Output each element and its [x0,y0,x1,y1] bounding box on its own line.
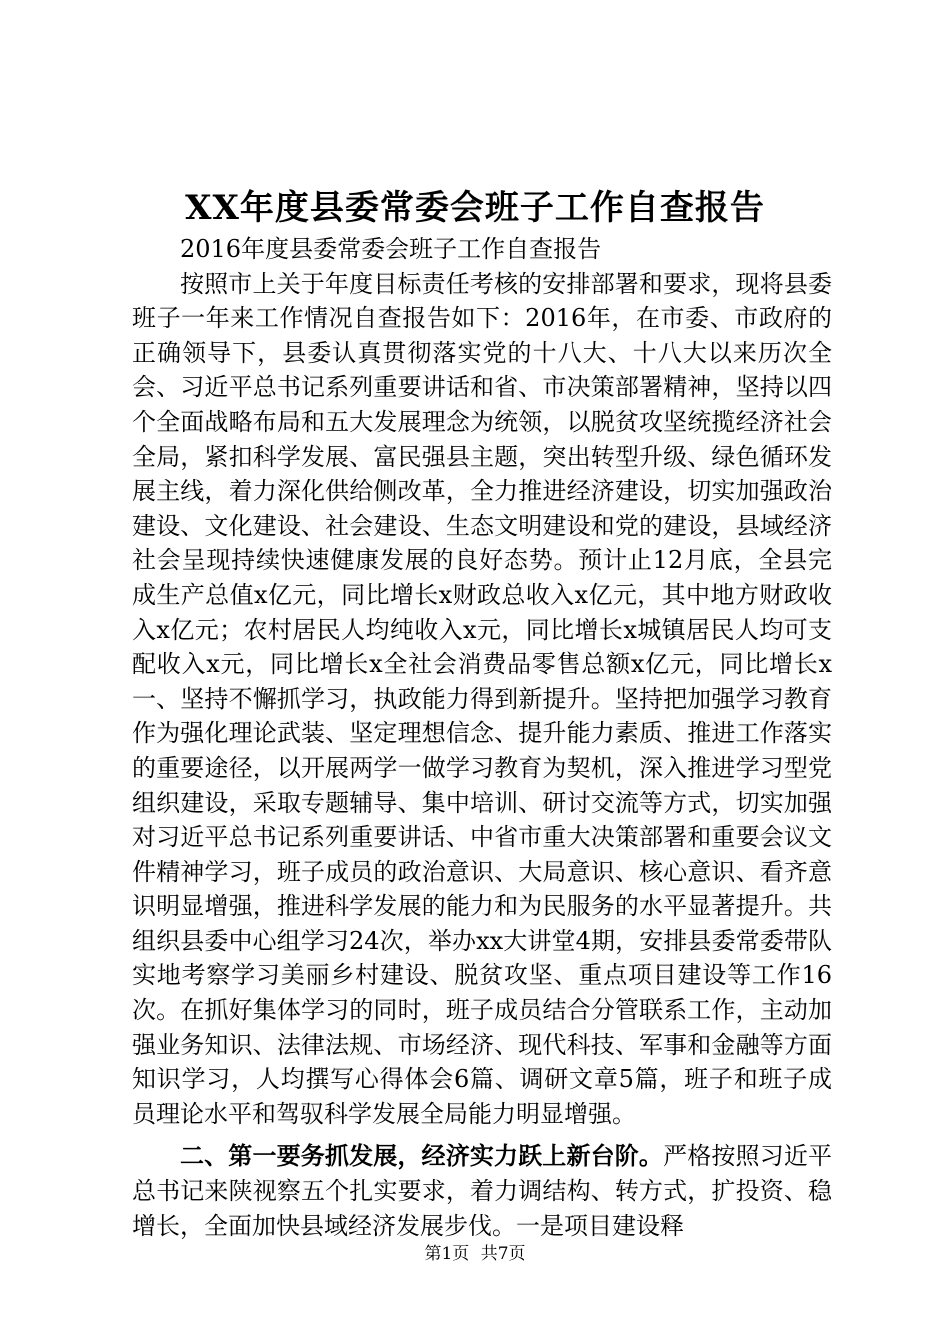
page-number: 第1页 [424,1244,470,1264]
page-footer [0,1243,950,1265]
page-total: 共7页 [480,1244,526,1264]
paragraph-2 [132,1139,832,1243]
document-body [132,232,832,1243]
document-subtitle: 2016年度县委常委会班子工作自查报告 [180,235,602,263]
section-2-text: 严格按照习近平总书记来陕视察五个扎实要求，着力调结构、转方式，扩投资、稳增长，全面加快县域经济发展步伐。一是项目建设释 [132,1142,833,1240]
section-2-heading: 二、第一要务抓发展，经济实力跃上新台阶。 [180,1141,664,1171]
document-title: XX年度县委常委会班子工作自查报告 [185,188,765,228]
paragraph-1: 按照市上关于年度目标责任考核的安排部署和要求，现将县委班子一年来工作情况自查报告如下：2016年，在市委、市政府的正确领导下，县委认真贯彻落实党的十八大、十八大以来历次全会、习近平总书记系列重要讲话和省、市决策部署精神，坚持以四个全面战略布局和五大发展理念为统领，以脱贫攻坚统揽经济社会全局，紧扣科学发展、富民强县主题，突出转型升级、绿色循环发展主线，着力深化供给侧改革，全力推进经济建设，切实加强政治建设、文化建设、社会建设、生态文明建设和党的建设，县域经济社会呈现持续快速健康发展的良好态势。预计止12月底，全县完成生产总值x亿元，同比增长x财政总收入x亿元，其中地方财政收入x亿元；农村居民人均纯收入x元，同比增长x城镇居民人均可支配收入x元，同比增长x全社会消费品零售总额x亿元，同比增长x一、坚持不懈抓学习，执政能力得到新提升。坚持把加强学习教育作为强化理论武装、坚定理想信念、提升能力素质、推进工作落实的重要途径，以开展两学一做学习教育为契机，深入推进学习型党组织建设，采取专题辅导、集中培训、研讨交流等方式，切实加强对习近平总书记系列重要讲话、中省市重大决策部署和重要会议文件精神学习，班子成员的政治意识、大局意识、核心意识、看齐意识明显增强，推进科学发展的能力和为民服务的水平显著提升。共组织县委中心组学习24次，举办xx大讲堂4期，安排县委常委带队实地考察学习美丽乡村建设、脱贫攻坚、重点项目建设等工作16次。在抓好集体学习的同时，班子成员结合分管联系工作，主动加强业务知识、法律法规、市场经济、现代科技、军事和金融等方面知识学习，人均撰写心得体会6篇、调研文章5篇，班子和班子成员理论水平和驾驭科学发展全局能力明显增强。 [132,269,832,1128]
